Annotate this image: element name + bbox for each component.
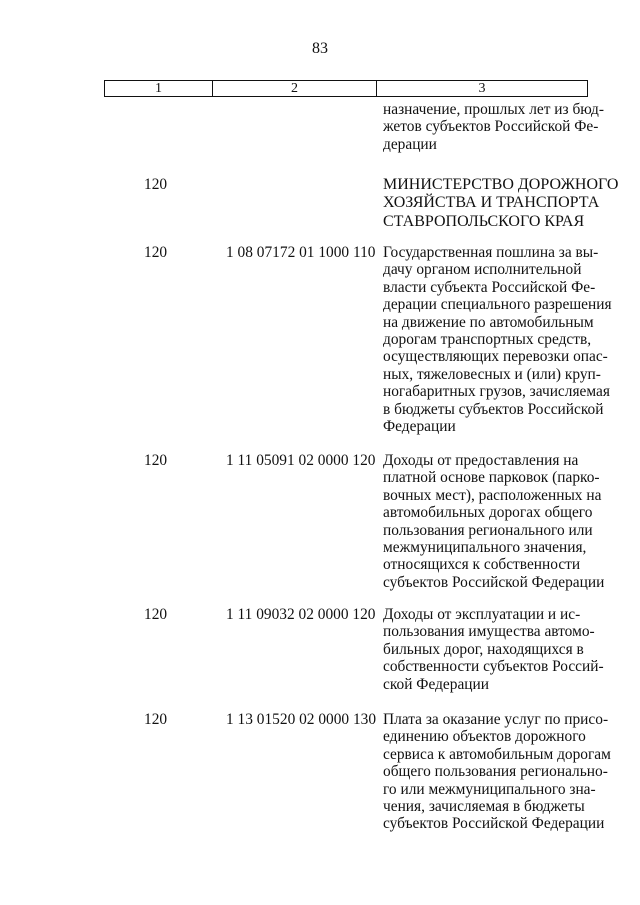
description-line: дачу органом исполнительной xyxy=(383,261,582,279)
ministry-name-line: СТАВРОПОЛЬСКОГО КРАЯ xyxy=(383,212,585,230)
description-line: Доходы от эксплуатации и ис- xyxy=(383,606,581,623)
ministry-name xyxy=(383,176,619,231)
admin-code: 120 xyxy=(144,711,168,728)
description-line: жетов субъектов Российской Фе- xyxy=(383,118,599,136)
description-line: платной основе парковок (парко- xyxy=(383,469,600,487)
admin-code: 120 xyxy=(144,452,168,469)
description-line: субъектов Российской Федерации xyxy=(383,815,605,833)
description-line: бильных дорог, находящихся в xyxy=(383,640,584,658)
description-line: осуществляющих перевозки опас- xyxy=(383,348,608,366)
budget-code: 1 08 07172 01 1000 110 xyxy=(226,244,376,261)
header-col-1: 1 xyxy=(105,81,213,96)
revenue-description xyxy=(383,711,611,833)
admin-code: 120 xyxy=(144,176,168,193)
description-line: вочных мест), расположенных на xyxy=(383,486,602,504)
revenue-description xyxy=(383,452,605,591)
description-line: дорогам транспортных средств, xyxy=(383,331,592,349)
description-line: ногабаритных грузов, зачисляемая xyxy=(383,383,610,401)
description-line: назначение, прошлых лет из бюд- xyxy=(383,101,604,118)
description-line: пользования имущества автомо- xyxy=(383,623,595,641)
description-line: Плата за оказание услуг по присо- xyxy=(383,711,609,728)
header-col-2: 2 xyxy=(213,81,377,96)
description-line: собственности субъектов Россий- xyxy=(383,658,604,676)
description-line: сервиса к автомобильным дорогам xyxy=(383,745,611,763)
ministry-name-line: МИНИСТЕРСТВО ДОРОЖНОГО xyxy=(383,176,619,193)
description-line: дерации xyxy=(383,135,437,153)
description-line: го или межмуниципального зна- xyxy=(383,780,596,798)
budget-code: 1 11 09032 02 0000 120 xyxy=(226,606,376,623)
description-line: власти субъекта Российской Фе- xyxy=(383,278,596,296)
description-line: пользования регионального или xyxy=(383,521,593,539)
description-line: ской Федерации xyxy=(383,675,489,693)
description-line: субъектов Российской Федерации xyxy=(383,573,605,591)
description-line: на движение по автомобильным xyxy=(383,313,594,331)
description-line: дерации специального разрешения xyxy=(383,296,612,314)
page-number: 83 xyxy=(312,40,328,57)
description-line: чения, зачисляемая в бюджеты xyxy=(383,798,585,816)
description-line: ных, тяжеловесных и (или) круп- xyxy=(383,365,601,383)
description-line: межмуниципального значения, xyxy=(383,539,587,557)
description-line: Государственная пошлина за вы- xyxy=(383,244,599,261)
budget-code: 1 11 05091 02 0000 120 xyxy=(226,452,376,469)
table-header xyxy=(104,80,588,97)
description-line: автомобильных дорогах общего xyxy=(383,504,593,522)
description-line: относящихся к собственности xyxy=(383,556,581,574)
description-line: Доходы от предоставления на xyxy=(383,452,579,469)
admin-code: 120 xyxy=(144,606,168,623)
description-line: в бюджеты субъектов Российской xyxy=(383,400,604,418)
revenue-description xyxy=(383,244,612,436)
description-line: единению объектов дорожного xyxy=(383,728,586,746)
revenue-description xyxy=(383,606,605,693)
continuation-description xyxy=(383,101,605,153)
budget-code: 1 13 01520 02 0000 130 xyxy=(226,711,377,728)
header-col-3: 3 xyxy=(478,81,486,96)
admin-code: 120 xyxy=(144,244,168,261)
description-line: Федерации xyxy=(383,418,456,436)
description-line: общего пользования регионально- xyxy=(383,763,608,781)
ministry-name-line: ХОЗЯЙСТВА И ТРАНСПОРТА xyxy=(383,194,600,212)
